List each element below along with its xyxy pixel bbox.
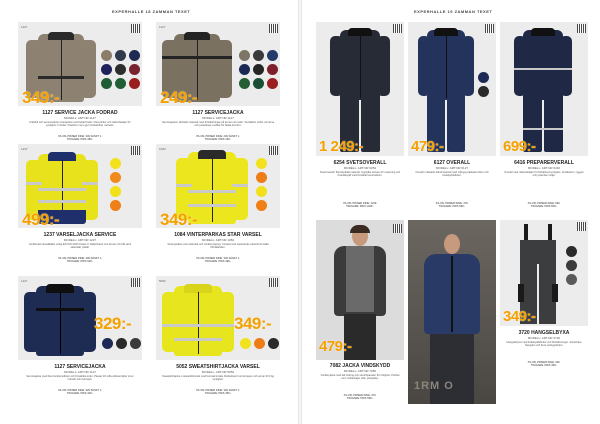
product-price: 479:-: [411, 138, 444, 155]
swatch-icon[interactable]: [129, 78, 140, 89]
product-model: MODELL: ART.NR 6127: [435, 166, 469, 170]
swatch-icon[interactable]: [129, 64, 140, 75]
product-model: MODELL: ART.NR 6416: [527, 166, 561, 170]
product-description: Svetsoverall i flamskyddat material. Uppfyller kraven för svetsning och brandskydd med förstärkt konstruktion.: [319, 171, 401, 178]
qr-code-icon: [269, 146, 278, 155]
product-name: 6254 SVETSOVERALL: [333, 160, 387, 166]
color-swatches: [240, 338, 279, 349]
color-swatches: [101, 50, 140, 89]
swatch-icon[interactable]: [239, 50, 250, 61]
product-price: 349:-: [503, 308, 536, 325]
product-model: MODELL: ART.NR 3720: [527, 336, 561, 340]
swatch-icon[interactable]: [267, 64, 278, 75]
product-code: 1127: [21, 279, 28, 283]
product-name: 6127 OVERALL: [433, 160, 471, 166]
qr-code-icon: [131, 278, 140, 287]
qr-code-icon: [577, 24, 586, 33]
swatch-icon[interactable]: [115, 78, 126, 89]
color-swatches: [478, 72, 489, 97]
product-model: MODELL: ART.NR 7082: [343, 369, 377, 373]
product-description: Kraftfull och servicevänlig vinterjacka med fodrad foder. Flera fickor och reflexdetaljer för synlighet i mörker. Passform som ger rörelsefrihet i arbetet.: [29, 121, 131, 128]
product-photo: [156, 276, 280, 360]
product-photo: [500, 22, 588, 156]
qr-code-icon: [393, 224, 402, 233]
background-sign: 1RM O: [414, 380, 454, 392]
model-person: [420, 234, 484, 404]
product-price: 349:-: [160, 210, 198, 228]
product-sizes: XS-3XL PRISER INNE: 699. TIDIGARE: PRIS 849:-: [527, 202, 561, 209]
product-model: MODELL: ART.NR 1237: [63, 238, 97, 242]
product-price: 249:-: [160, 88, 198, 106]
product-photo: [408, 220, 496, 404]
product-card[interactable]: [18, 22, 142, 142]
swatch-icon[interactable]: [478, 86, 489, 97]
product-code: 1237: [21, 147, 28, 151]
swatch-icon[interactable]: [101, 50, 112, 61]
swatch-icon[interactable]: [566, 274, 577, 285]
product-name: 1127 SERVICEJACKA: [192, 110, 244, 116]
product-card[interactable]: [18, 144, 142, 264]
qr-code-icon: [485, 24, 494, 33]
qr-code-icon: [131, 24, 140, 33]
lifestyle-photo: [408, 220, 496, 404]
product-code: 5052: [159, 279, 166, 283]
product-photo: [18, 144, 142, 228]
product-photo: [156, 144, 280, 228]
color-swatches: [239, 50, 278, 89]
swatch-icon[interactable]: [110, 186, 121, 197]
product-sizes: XS-3XL PRISER INNE: 479. TIDIGARE: PRIS 599:-: [343, 394, 377, 401]
product-card[interactable]: [408, 22, 496, 212]
swatch-icon[interactable]: [566, 246, 577, 257]
product-price: 1 249:-: [319, 138, 364, 155]
color-swatches: [566, 246, 577, 285]
product-name: 3720 HANGSELBYXA: [518, 330, 570, 336]
product-description: Overall i slitstarkt blandmaterial med många praktiska fickor och knäskyddsfickor.: [415, 171, 489, 178]
product-photo: [156, 22, 280, 106]
color-swatches: [102, 338, 141, 349]
swatch-icon[interactable]: [254, 338, 265, 349]
swatch-icon[interactable]: [240, 338, 251, 349]
coverall-illustration: [418, 28, 474, 154]
swatch-icon[interactable]: [239, 64, 250, 75]
product-description: Hängselbyxa med knäskyddsfickor och förstärkningar. Justerbara hängslen och flera verktygsfickor.: [506, 341, 582, 348]
product-description: Sweatshirtjacka i varselutförande med borstad insida. Reflexband runt kroppen och armar för hög synlighet.: [162, 375, 274, 382]
product-name: 7082 JACKA VINDSKYDD: [329, 363, 391, 369]
product-photo: [500, 220, 588, 326]
swatch-icon[interactable]: [256, 200, 267, 211]
product-sizes: XS-3XL PRISER INNE: 1249. TIDIGARE: PRIS 1499:-: [342, 202, 378, 209]
product-sizes: XS-3XL PRISER INNE: 349 SÄNKT 1. TIDIGARE: PRIS 459:-: [195, 389, 241, 396]
product-model: MODELL: ART.NR 5052: [201, 370, 235, 374]
running-header-left: EXPERHALLE 18 ZAMMAN TEXET: [112, 9, 191, 14]
product-price: 349:-: [22, 88, 60, 106]
coverall-illustration: [330, 28, 390, 154]
product-card[interactable]: [316, 220, 404, 410]
product-card[interactable]: [156, 276, 280, 396]
swatch-icon[interactable]: [130, 338, 141, 349]
swatch-icon[interactable]: [110, 172, 121, 183]
qr-code-icon: [269, 24, 278, 33]
running-header-right: EXPERHALLE 19 ZAMMAN TEXET: [414, 9, 493, 14]
product-photo: [408, 22, 496, 156]
jacket-illustration: [162, 284, 234, 358]
product-model: MODELL: ART.NR 6254: [343, 166, 377, 170]
product-photo: [18, 22, 142, 106]
swatch-icon[interactable]: [267, 50, 278, 61]
product-description: Certifierad varselkläder enligt EN ISO 20471 klass 3. Reflexband runt ärmar och bål samt vattentätt ytskikt.: [28, 243, 132, 250]
swatch-icon[interactable]: [478, 72, 489, 83]
swatch-icon[interactable]: [268, 338, 279, 349]
product-photo: [316, 220, 404, 360]
swatch-icon[interactable]: [256, 172, 267, 183]
product-card[interactable]: [316, 22, 404, 212]
swatch-icon[interactable]: [115, 50, 126, 61]
product-description: Vinterparkas med vattentät och vindtät yttertyg. Fodrad med isolerande material för kalla förhållanden.: [167, 243, 269, 250]
swatch-icon[interactable]: [253, 64, 264, 75]
product-sizes: XS-4XL PRISER INNE: 499 SÄNKT 1. TIDIGARE: PRIS 649:-: [57, 257, 103, 264]
swatch-icon[interactable]: [110, 158, 121, 169]
product-model: MODELL: ART.NR 1127: [202, 116, 234, 120]
product-card[interactable]: [156, 144, 280, 264]
product-price: 479:-: [319, 338, 352, 355]
swatch-icon[interactable]: [267, 78, 278, 89]
product-sizes: XS-3XL PRISER INNE: 349. TIDIGARE: PRIS 469:-: [527, 361, 561, 368]
swatch-icon[interactable]: [256, 186, 267, 197]
qr-code-icon: [577, 222, 586, 231]
product-model: MODELL: ART.NR 1084: [201, 238, 235, 242]
product-price: 349:-: [234, 314, 272, 333]
swatch-icon[interactable]: [253, 78, 264, 89]
product-card[interactable]: [18, 276, 142, 396]
product-photo: [316, 22, 404, 156]
product-name: 1237 VARSELJACKA SERVICE: [43, 232, 117, 238]
product-sizes: XS-3XL PRISER INNE: 329 SÄNKT 1. TIDIGARE: PRIS 449:-: [57, 389, 103, 396]
product-name: 1127 SERVICEJACKA: [54, 364, 106, 370]
qr-code-icon: [393, 24, 402, 33]
product-price: 699:-: [503, 138, 536, 155]
product-price: 499:-: [22, 210, 60, 228]
product-sizes: XS-3XL PRISER INNE: 349 SÄNKT 1. TIDIGARE: PRIS 499:-: [57, 135, 103, 142]
swatch-icon[interactable]: [101, 78, 112, 89]
product-sizes: XS-3XL PRISER INNE: 349 SÄNKT 1. TIDIGARE: PRIS 499:-: [195, 257, 241, 264]
swatch-icon[interactable]: [239, 78, 250, 89]
product-code: 1127: [159, 25, 166, 29]
product-sizes: XS-3XL PRISER INNE: 479. TIDIGARE: PRIS 599:-: [435, 202, 469, 209]
jacket-illustration: [24, 284, 96, 358]
color-swatches: [110, 158, 121, 211]
swatch-icon[interactable]: [566, 260, 577, 271]
swatch-icon[interactable]: [129, 50, 140, 61]
swatch-icon[interactable]: [101, 64, 112, 75]
product-card[interactable]: [500, 220, 588, 410]
coverall-illustration: [514, 28, 572, 154]
product-card[interactable]: [156, 22, 280, 142]
product-model: MODELL: ART.NR 1127: [64, 370, 96, 374]
swatch-icon[interactable]: [256, 158, 267, 169]
product-name: 6416 PREPARERVERALL: [514, 160, 574, 166]
swatch-icon[interactable]: [253, 50, 264, 61]
color-swatches: [256, 158, 267, 211]
product-model: MODELL: ART.NR 1127: [64, 116, 96, 120]
product-card[interactable]: [500, 22, 588, 212]
swatch-icon[interactable]: [102, 338, 113, 349]
product-description: Servicejacka med flera funktionsfickor och förstärkta knän. Passar för tuffa arbetsmiljöer inom industri och hantverk.: [26, 375, 134, 382]
product-sizes: XS-3XL PRISER INNE: 249 SÄNKT 1. TIDIGARE: PRIS 349:-: [195, 135, 241, 142]
product-name: 5052 SWEATSHIRTJACKA VARSEL: [176, 364, 260, 370]
product-code: 1084: [159, 147, 166, 151]
swatch-icon[interactable]: [115, 64, 126, 75]
qr-code-icon: [269, 278, 278, 287]
product-name: 1127 SERVICE JACKA FODRAD: [42, 110, 118, 116]
product-price: 329:-: [94, 314, 132, 333]
product-description: Overall med reflexdetaljer för förbättrad synlighet. Ventilation i ryggen och justerbar midja.: [504, 171, 584, 178]
product-photo: [18, 276, 142, 360]
right-page: [302, 0, 600, 424]
product-name: 1084 VINTERPARKAS STAR VARSEL: [174, 232, 262, 238]
product-description: Vindtät jacka med lätt fodring och stretchpaneler för rörlighet. Perfekt som mellanlager eller ytterjacka.: [320, 374, 400, 381]
product-code: 1127: [21, 25, 28, 29]
qr-code-icon: [131, 146, 140, 155]
swatch-icon[interactable]: [116, 338, 127, 349]
left-page: [0, 0, 298, 424]
swatch-icon[interactable]: [110, 200, 121, 211]
product-description: Servicejacka i slitstarkt material med förstärkningar på ärmar och axlar. Ventilation under armarna och justerbara muddar för bästa komfort.: [162, 121, 274, 128]
